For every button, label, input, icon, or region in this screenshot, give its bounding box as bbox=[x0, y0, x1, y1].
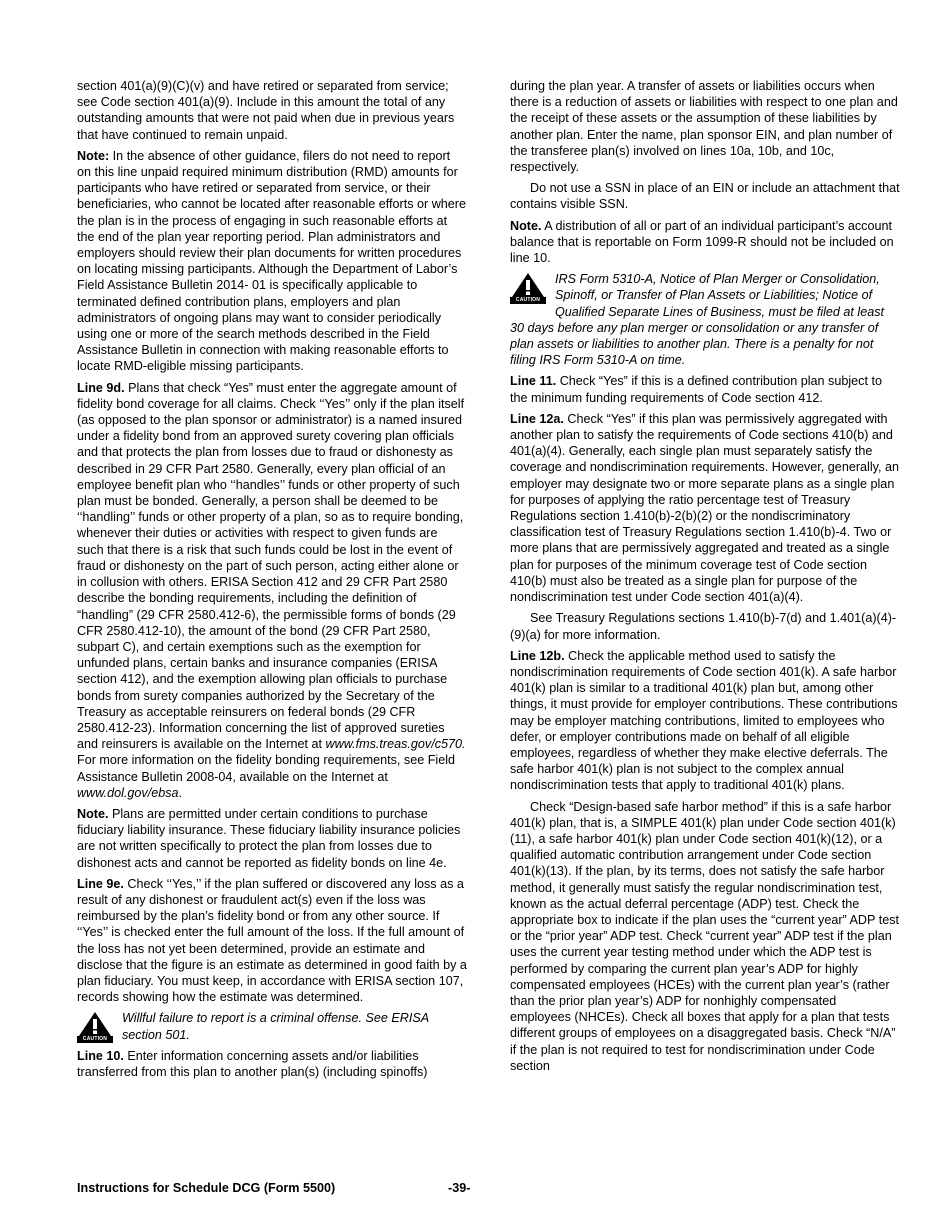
line-9d-paragraph bbox=[77, 380, 467, 801]
caution-word: CAUTION bbox=[77, 1036, 113, 1043]
design-based-paragraph: Check “Design-based safe harbor method” if this is a safe harbor 401(k) plan, that is, a SIMPLE 401(k) plan under Code section 401(k)(11), a safe harbor 401(k) plan under Code section 401(k)(12), or a qualified automatic contribution arrangement under Code section 401(k)(13). If the plan, by its terms, does not satisfy the safe harbor method, it generally must satisfy the regular nondiscrimination test, known as the actual deferral percentage (ADP) test. Check the appropriate box to indicate if the plan uses the “current year” ADP test or the “prior year” ADP test. Check “current year” ADP test if the plan uses the current year testing method under which the ADP test is performed by comparing the current plan year’s ADP for highly compensated employees (HCEs) with the current plan year’s (rather than the prior plan year’s) ADP for nonhighly compensated employees (NHCEs). Check all boxes that apply for a plan that tests different groups of employees on a disaggregated basis. Check “N/A” if the plan is not required to test for nondiscrimination under Code section bbox=[510, 799, 899, 1073]
fms-url: www.fms.treas.gov/c570. bbox=[325, 737, 466, 752]
line-9d-text-end: . bbox=[178, 785, 183, 800]
note-text: Plans are permitted under certain conditions to purchase fiduciary liability insurance. These fiduciary liability insurance policies are not written specifically to protect the plan from losses due to dishonest acts and cannot be reported as fidelity bonds on line 4e. bbox=[77, 806, 461, 870]
continued-paragraph: section 401(a)(9)(C)(v) and have retired or separated from service; see Code section 401(a)(9). Include in this amount the total of any outstanding amounts that were not paid when due in previous years that have continued to remain unpaid. bbox=[77, 79, 455, 142]
line-9d-text: Plans that check “Yes” must enter the aggregate amount of fidelity bond coverage for all claims. Check ‘‘Yes’’ only if the plan itself (as opposed to the plan sponsor or administrator) is a named insured under a fidelity bond from an approved surety covering plan officials and that protects the plan from losses due to fraud or dishonesty as described in 29 CFR Part 2580. Generally, every plan official of an employee benefit plan who ‘‘handles’’ funds or other property of such plan must be bonded. Generally, a person shall be deemed to be ‘‘handling’’ funds or other property of a plan, so as to require bonding, whenever their duties or activities with respect to given funds are such that there is a risk that such funds could be lost in the event of fraud or dishonesty on the part of such person, acting either alone or in collusion with others. ERISA Section 412 and 29 CFR Part 2580 describe the bonding requirements, including the definition of “handling” (29 CFR 2580.412-6), the permissible forms of bonds (29 CFR 2580.412-10), the amount of the bond (29 CFR Part 2580, subpart C), and certain exemptions such as the exemption for unfunded plans, certain banks and insurance companies (ERISA section 412), and the exemption allowing plan officials to purchase bonds from surety companies authorized by the Secretary of the Treasury as acceptable reinsurers on federal bonds (29 CFR 2580.412-23). Information concerning the list of approved sureties and reinsurers is available on the Internet at bbox=[77, 380, 465, 752]
note-text: A distribution of all or part of an individual participant’s account balance that is reportable on Form 1099-R should not be included on line 10. bbox=[510, 218, 894, 266]
line-12a-paragraph bbox=[510, 411, 900, 605]
left-column bbox=[77, 78, 467, 1085]
note-label: Note. bbox=[77, 806, 109, 821]
caution-text: Willful failure to report is a criminal offense. See ERISA section 501. bbox=[122, 1011, 429, 1042]
note-rmd-paragraph bbox=[77, 148, 467, 375]
note-1099r-paragraph bbox=[510, 218, 900, 267]
ssn-paragraph: Do not use a SSN in place of an EIN or include an attachment that contains visible SSN. bbox=[510, 181, 900, 212]
caution-icon bbox=[510, 272, 546, 304]
line-12b-paragraph bbox=[510, 648, 900, 794]
caution-block bbox=[77, 1010, 467, 1042]
caution-block bbox=[510, 271, 900, 368]
right-column bbox=[510, 78, 900, 1079]
treasury-regs-paragraph: See Treasury Regulations sections 1.410(b)-7(d) and 1.401(a)(4)-(9)(a) for more information. bbox=[510, 611, 897, 642]
line-12b-text: Check the applicable method used to satisfy the nondiscrimination requirements of Code section 401(k). A safe harbor 401(k) plan is similar to a traditional 401(k) plan but, among other things, it must provide for employer contributions. These contributions may be employer matching contributions, limited to employees who defer, or employer contributions made on behalf of all eligible employees, regardless of whether they make elective deferrals. The safe harbor 401(k) plan is not subject to the complex annual nondiscrimination tests that apply to traditional 401(k) plans. bbox=[510, 648, 898, 793]
line-9d-label: Line 9d. bbox=[77, 380, 125, 395]
caution-word: CAUTION bbox=[510, 297, 546, 304]
line-12a-label: Line 12a. bbox=[510, 411, 564, 426]
line-10-continued-paragraph: during the plan year. A transfer of assets or liabilities occurs when there is a reduction of assets or liabilities with respect to one plan and the receipt of these assets or the assumption of these liabilities by another plan. Enter the name, plan sponsor EIN, and plan number of the transferee plan(s) involved on lines 10a, 10b, and 10c, respectively. bbox=[510, 79, 898, 175]
note-label: Note: bbox=[77, 148, 110, 163]
line-9d-text-cont: For more information on the fidelity bonding requirements, see Field Assistance Bulletin 2008-04, available on the Internet at bbox=[77, 753, 456, 784]
note-fiduciary-paragraph bbox=[77, 806, 467, 871]
line-11-label: Line 11. bbox=[510, 374, 557, 389]
line-12b-label: Line 12b. bbox=[510, 648, 565, 663]
line-11-text: Check “Yes” if this is a defined contribution plan subject to the minimum funding requirements of Code section 412. bbox=[510, 374, 882, 405]
line-10-label: Line 10. bbox=[77, 1048, 124, 1063]
line-9e-paragraph bbox=[77, 876, 467, 1006]
dol-url: www.dol.gov/ebsa bbox=[77, 785, 179, 800]
caution-icon bbox=[77, 1011, 113, 1043]
page-number: -39- bbox=[448, 1181, 471, 1195]
note-text: In the absence of other guidance, filers do not need to report on this line unpaid required minimum distribution (RMD) amounts for participants who have retired or separated from service, or their beneficiaries, who cannot be located after reasonable efforts or where the plan is in the process of engaging in such reasonable efforts at the end of the plan year reporting period. Plan administrators and employers should review their plan documents for written procedures on locating missing participants. Although the Department of Labor’s Field Assistance Bulletin 2014- 01 is specifically applicable to terminated defined contribution plans, employers and plan administrators of ongoing plans may want to consider periodically using one or more of the search methods described in the Field Assistance Bulletin in connection with making reasonable efforts to locate RMD-eligible missing participants. bbox=[77, 148, 467, 374]
line-9e-text: Check ‘‘Yes,’’ if the plan suffered or discovered any loss as a result of any dishonest or fraudulent act(s) even if the loss was reimbursed by the plan’s fidelity bond or from any other source. If ‘‘Yes’’ is checked enter the full amount of the loss. If the full amount of the loss has not yet been determined, provide an estimate and disclose that the figure is an estimate as determined in good faith by a plan fiduciary. You must keep, in accordance with ERISA section 107, records showing how the estimate was determined. bbox=[77, 876, 467, 1005]
note-label: Note. bbox=[510, 218, 542, 233]
line-9e-label: Line 9e. bbox=[77, 876, 124, 891]
line-12a-text: Check “Yes” if this plan was permissively aggregated with another plan to satisfy the requirements of Code sections 410(b) and 401(a)(4). Generally, each single plan must separately satisfy the coverage and nondiscrimination requirements. However, generally, an employer may designate two or more separate plans as a single plan for purposes of applying the ratio percentage test of Treasury Regulations section 1.410(b)-2(b)(2) or the nondiscriminatory classification test of Treasury Regulations section 1.410(b)-4. Two or more plans that are permissively aggregated and treated as a single plan for purposes of the minimum coverage test of Code section 410(b) must also be treated as a single plan for purpose of the nondiscrimination test under Code section 401(a)(4). bbox=[510, 411, 899, 605]
footer-title: Instructions for Schedule DCG (Form 5500) bbox=[77, 1181, 336, 1195]
caution-text: IRS Form 5310-A, Notice of Plan Merger or Consolidation, Spinoff, or Transfer of Plan Assets or Liabilities; Notice of Qualified Separate Lines of Business, must be filed at least 30 days before any plan merger or consolidation or any transfer of plan assets or liabilities to another plan. There is a penalty for not filing IRS Form 5310-A on time. bbox=[510, 272, 885, 368]
line-10-text: Enter information concerning assets and/or liabilities transferred from this plan to another plan(s) (including spinoffs) bbox=[77, 1048, 428, 1079]
line-10-paragraph bbox=[77, 1048, 467, 1080]
line-11-paragraph bbox=[510, 373, 900, 405]
